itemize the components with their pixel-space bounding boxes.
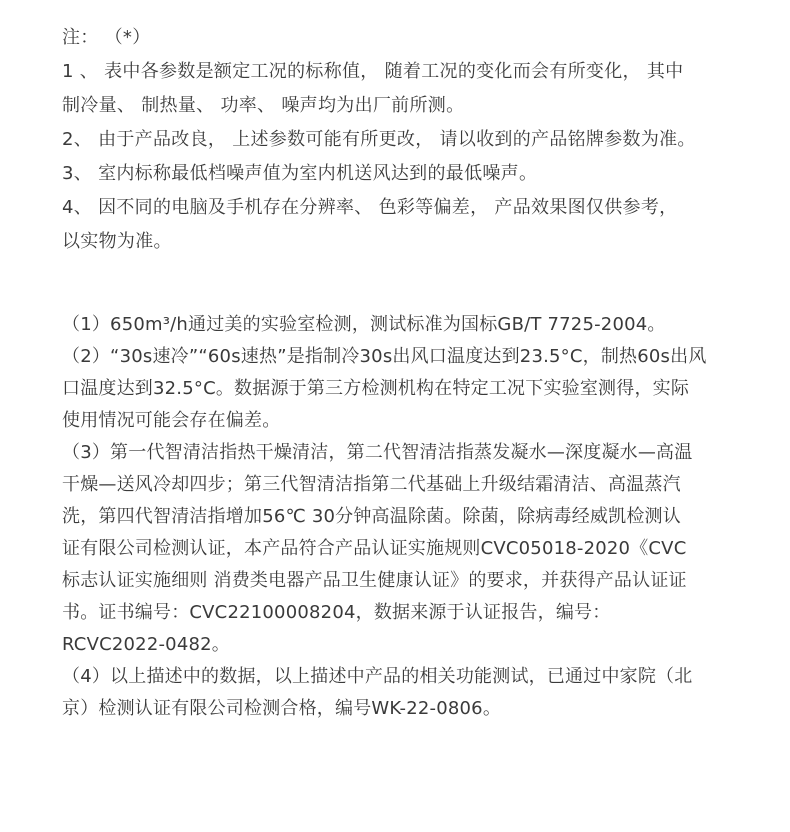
- footnote-line: 标志认证实施细则 消费类电器产品卫生健康认证》的要求，并获得产品认证证: [62, 570, 687, 591]
- notes-section: [62, 21, 762, 259]
- footnote-line: 书。证书编号：CVC22100008204，数据来源于认证报告，编号：: [62, 602, 611, 623]
- footnote-line: 洗，第四代智清洁指增加56℃ 30分钟高温除菌。除菌，除病毒经威凯检测认: [62, 506, 681, 527]
- note-line: 1 、 表中各参数是额定工况的标称值， 随着工况的变化而会有所变化， 其中: [62, 61, 684, 82]
- footnote-line: 证有限公司检测认证，本产品符合产品认证实施规则CVC05018-2020《CVC: [62, 538, 687, 559]
- note-line: 制冷量、 制热量、 功率、 噪声均为出厂前所测。: [62, 95, 465, 116]
- footnote-line: RCVC2022-0482。: [62, 634, 230, 655]
- footnote-line: 京）检测认证有限公司检测合格，编号WK-22-0806。: [62, 698, 502, 719]
- footnote-line: （2）“30s速冷”“60s速热”是指制冷30s出风口温度达到23.5°C，制热60s出风: [62, 346, 707, 367]
- note-line: 2、 由于产品改良， 上述参数可能有所更改， 请以收到的产品铭牌参数为准。: [62, 129, 696, 150]
- notes-title: 注： （*）: [62, 27, 151, 48]
- footnote-line: 口温度达到32.5°C。数据源于第三方检测机构在特定工况下实验室测得，实际: [62, 378, 690, 399]
- footnote-line: （4）以上描述中的数据，以上描述中产品的相关功能测试，已通过中家院（北: [62, 666, 693, 687]
- note-line: 3、 室内标称最低档噪声值为室内机送风达到的最低噪声。: [62, 163, 538, 184]
- footnote-line: （3）第一代智清洁指热干燥清洁，第二代智清洁指蒸发凝水—深度凝水—高温: [62, 442, 693, 463]
- footnote-line: 干燥—送风冷却四步；第三代智清洁指第二代基础上升级结霜清洁、高温蒸汽: [62, 474, 681, 495]
- footnotes-section: [62, 309, 762, 725]
- footnote-line: 使用情况可能会存在偏差。: [62, 410, 281, 431]
- note-line: 以实物为准。: [62, 231, 172, 252]
- note-line: 4、 因不同的电脑及手机存在分辨率、 色彩等偏差， 产品效果图仅供参考，: [62, 197, 678, 218]
- footnote-line: （1）650m³/h通过美的实验室检测，测试标准为国标GB/T 7725-2004。: [62, 314, 666, 335]
